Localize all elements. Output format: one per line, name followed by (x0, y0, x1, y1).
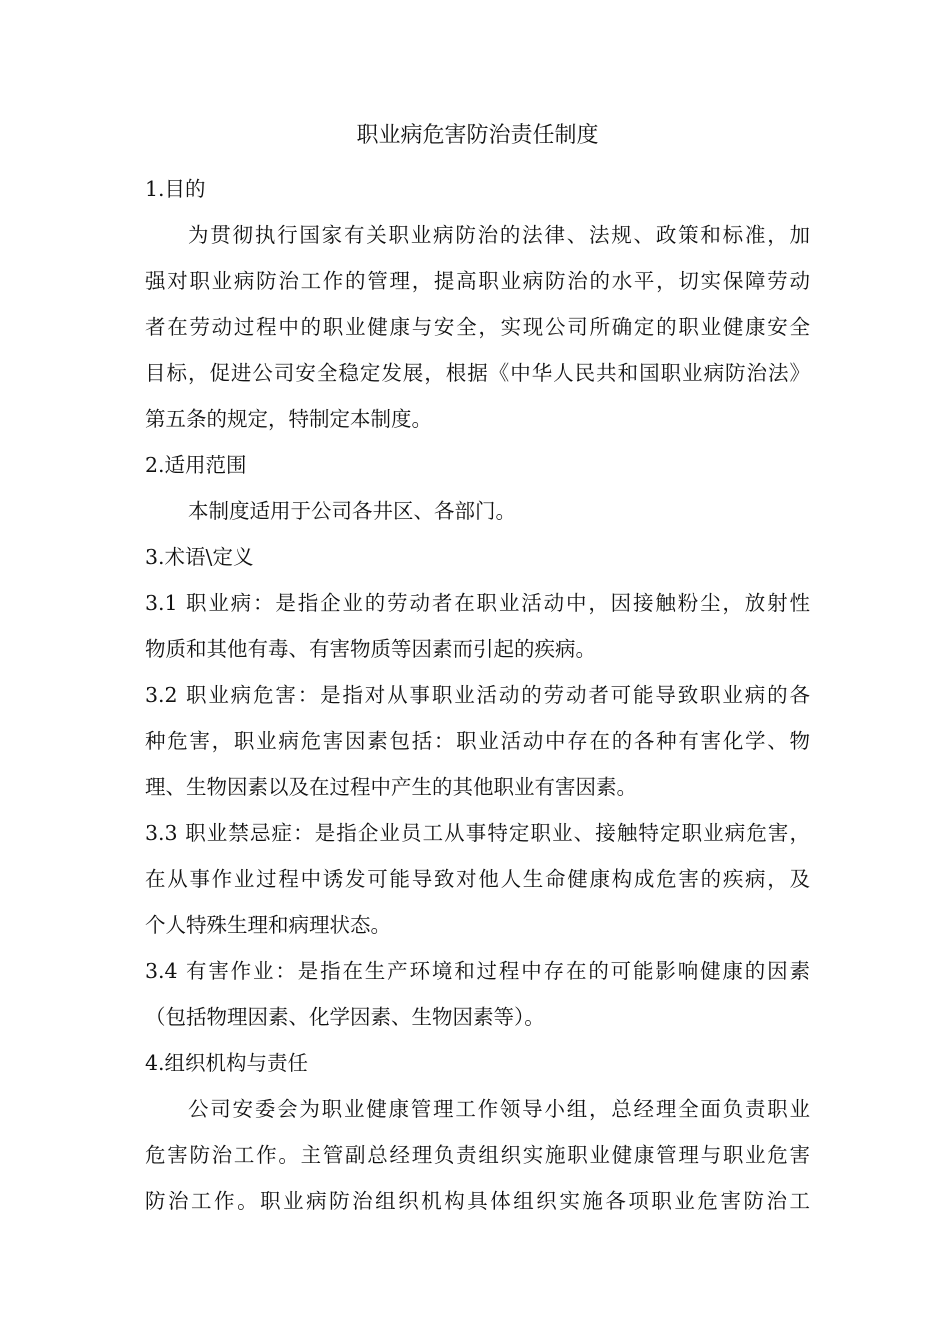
paragraph-line: 第五条的规定，特制定本制度。 (145, 407, 432, 431)
paragraph-line: 防治工作。职业病防治组织机构具体组织实施各项职业危害防治工 (145, 1189, 810, 1213)
section-heading-organization: 4.组织机构与责任 (145, 1051, 309, 1075)
paragraph-line: 本制度适用于公司各井区、各部门。 (188, 499, 516, 523)
definition-line: 3.1 职业病：是指企业的劳动者在职业活动中，因接触粉尘，放射性 (145, 591, 810, 615)
definition-line: 3.2 职业病危害：是指对从事职业活动的劳动者可能导致职业病的各 (145, 683, 810, 707)
document-title: 职业病危害防治责任制度 (356, 123, 599, 148)
definition-line: 个人特殊生理和病理状态。 (145, 913, 391, 937)
definition-line: 物质和其他有毒、有害物质等因素而引起的疾病。 (145, 637, 596, 661)
paragraph-line: 者在劳动过程中的职业健康与安全，实现公司所确定的职业健康安全 (145, 315, 810, 339)
section-heading-definitions: 3.术语\定义 (145, 545, 254, 569)
definition-line: 理、生物因素以及在过程中产生的其他职业有害因素。 (145, 775, 637, 799)
document-page (145, 116, 810, 1224)
paragraph-line: 危害防治工作。主管副总经理负责组织实施职业健康管理与职业危害 (145, 1143, 810, 1167)
definition-line: （包括物理因素、化学因素、生物因素等）。 (145, 1005, 545, 1029)
paragraph-line: 目标，促进公司安全稳定发展，根据《中华人民共和国职业病防治法》 (145, 361, 810, 385)
paragraph-line: 为贯彻执行国家有关职业病防治的法律、法规、政策和标准，加 (188, 223, 810, 247)
section-heading-purpose: 1.目的 (145, 177, 206, 201)
definition-line: 3.3 职业禁忌症：是指企业员工从事特定职业、接触特定职业病危害， (145, 821, 810, 845)
definition-line: 在从事作业过程中诱发可能导致对他人生命健康构成危害的疾病，及 (145, 867, 810, 891)
definition-line: 3.4 有害作业：是指在生产环境和过程中存在的可能影响健康的因素 (145, 959, 810, 983)
definition-line: 种危害，职业病危害因素包括：职业活动中存在的各种有害化学、物 (145, 729, 810, 753)
paragraph-line: 强对职业病防治工作的管理，提高职业病防治的水平，切实保障劳动 (145, 269, 810, 293)
section-heading-scope: 2.适用范围 (145, 453, 247, 477)
paragraph-line: 公司安委会为职业健康管理工作领导小组，总经理全面负责职业 (188, 1097, 810, 1121)
